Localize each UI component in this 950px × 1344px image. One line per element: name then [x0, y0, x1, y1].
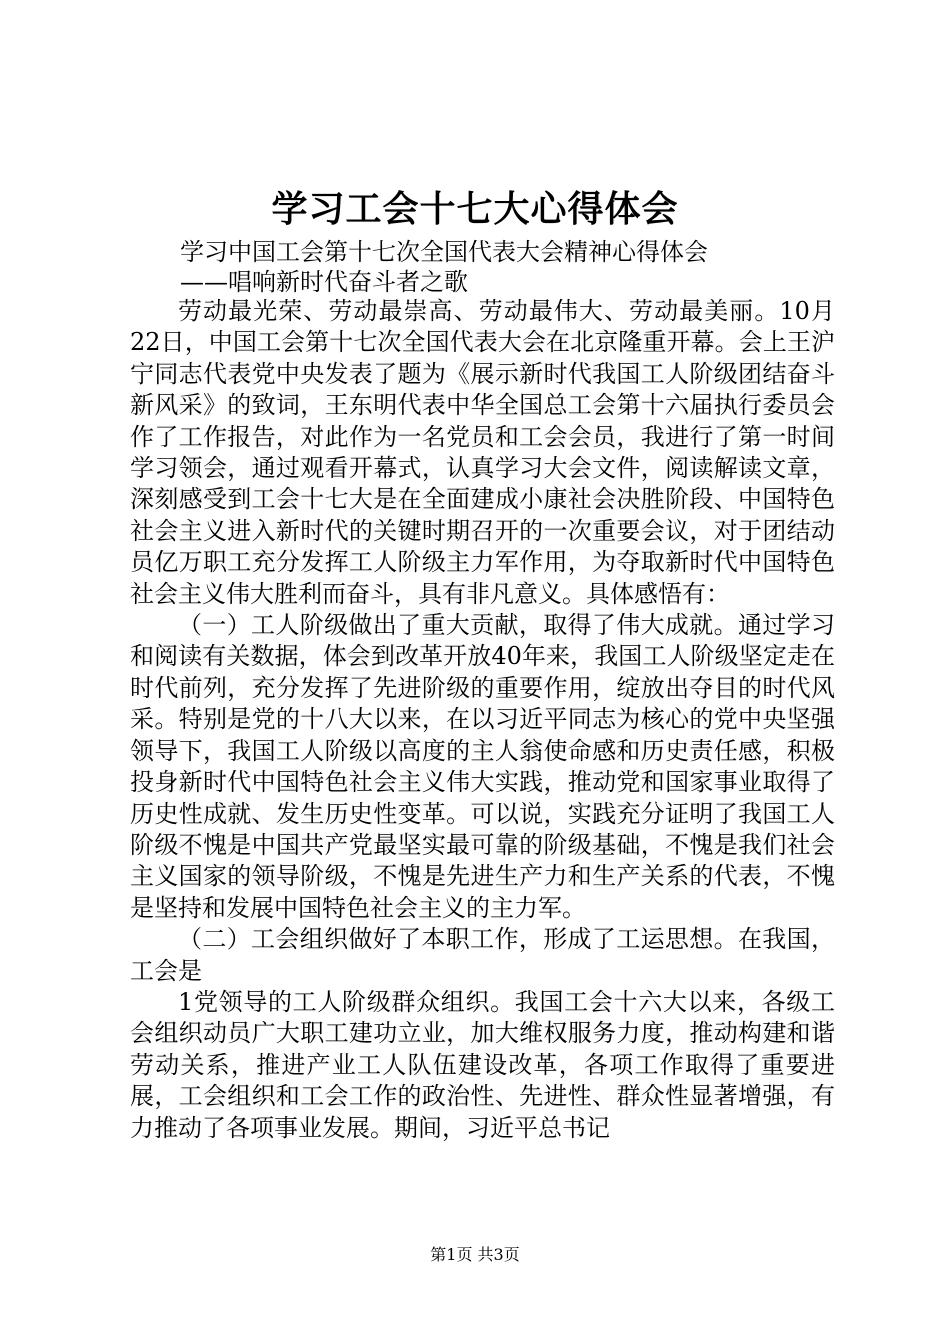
document-title: 学习工会十七大心得体会 — [271, 188, 679, 230]
paragraph-continuation: 1党领导的工人阶级群众组织。我国工会十六大以来，各级工会组织动员广大职工建功立业，加大维权服务力度，推动构建和谐劳动关系，推进产业工人队伍建设改革，各项工作取得了重要进展，工会组织和工会工作的政治性、先进性、群众性显著增强，有力推动了各项事业发展。期间，习近平总书记 — [130, 987, 835, 1142]
paragraph-intro: 劳动最光荣、劳动最崇高、劳动最伟大、劳动最美丽。10月22日，中国工会第十七次全国代表大会在北京隆重开幕。会上王沪宁同志代表党中央发表了题为《展示新时代我国工人阶级团结奋斗新风采》的致词，王东明代表中华全国总工会第十六届执行委员会作了工作报告，对此作为一名党员和工会会员，我进行了第一时间学习领会，通过观看开幕式，认真学习大会文件，阅读解读文章，深刻感受到工会十七大是在全面建成小康社会决胜阶段、中国特色社会主义进入新时代的关键时期召开的一次重要会议，对于团结动员亿万职工充分发挥工人阶级主力军作用，为夺取新时代中国特色社会主义伟大胜利而奋斗，具有非凡意义。具体感悟有： — [130, 297, 835, 608]
document-body — [130, 296, 835, 1144]
document-subtitle: 学习中国工会第十七次全国代表大会精神心得体会 — [180, 238, 708, 266]
paragraph-point-one: （一）工人阶级做出了重大贡献，取得了伟大成就。通过学习和阅读有关数据，体会到改革开放40年来，我国工人阶级坚定走在时代前列，充分发挥了先进阶级的重要作用，绽放出夺目的时代风采。特别是党的十八大以来，在以习近平同志为核心的党中央坚强领导下，我国工人阶级以高度的主人翁使命感和历史责任感，积极投身新时代中国特色社会主义伟大实践，推动党和国家事业取得了历史性成就、发生历史性变革。可以说，实践充分证明了我国工人阶级不愧是中国共产党最坚实最可靠的阶级基础，不愧是我们社会主义国家的领导阶级，不愧是先进生产力和生产关系的代表，不愧是坚持和发展中国特色社会主义的主力军。 — [130, 611, 835, 922]
document-subtitle-tagline: ——唱响新时代奋斗者之歌 — [180, 268, 468, 296]
page-number-footer: 第1页 共3页 — [430, 1245, 520, 1264]
paragraph-point-two: （二）工会组织做好了本职工作，形成了工运思想。在我国，工会是 — [130, 925, 835, 985]
